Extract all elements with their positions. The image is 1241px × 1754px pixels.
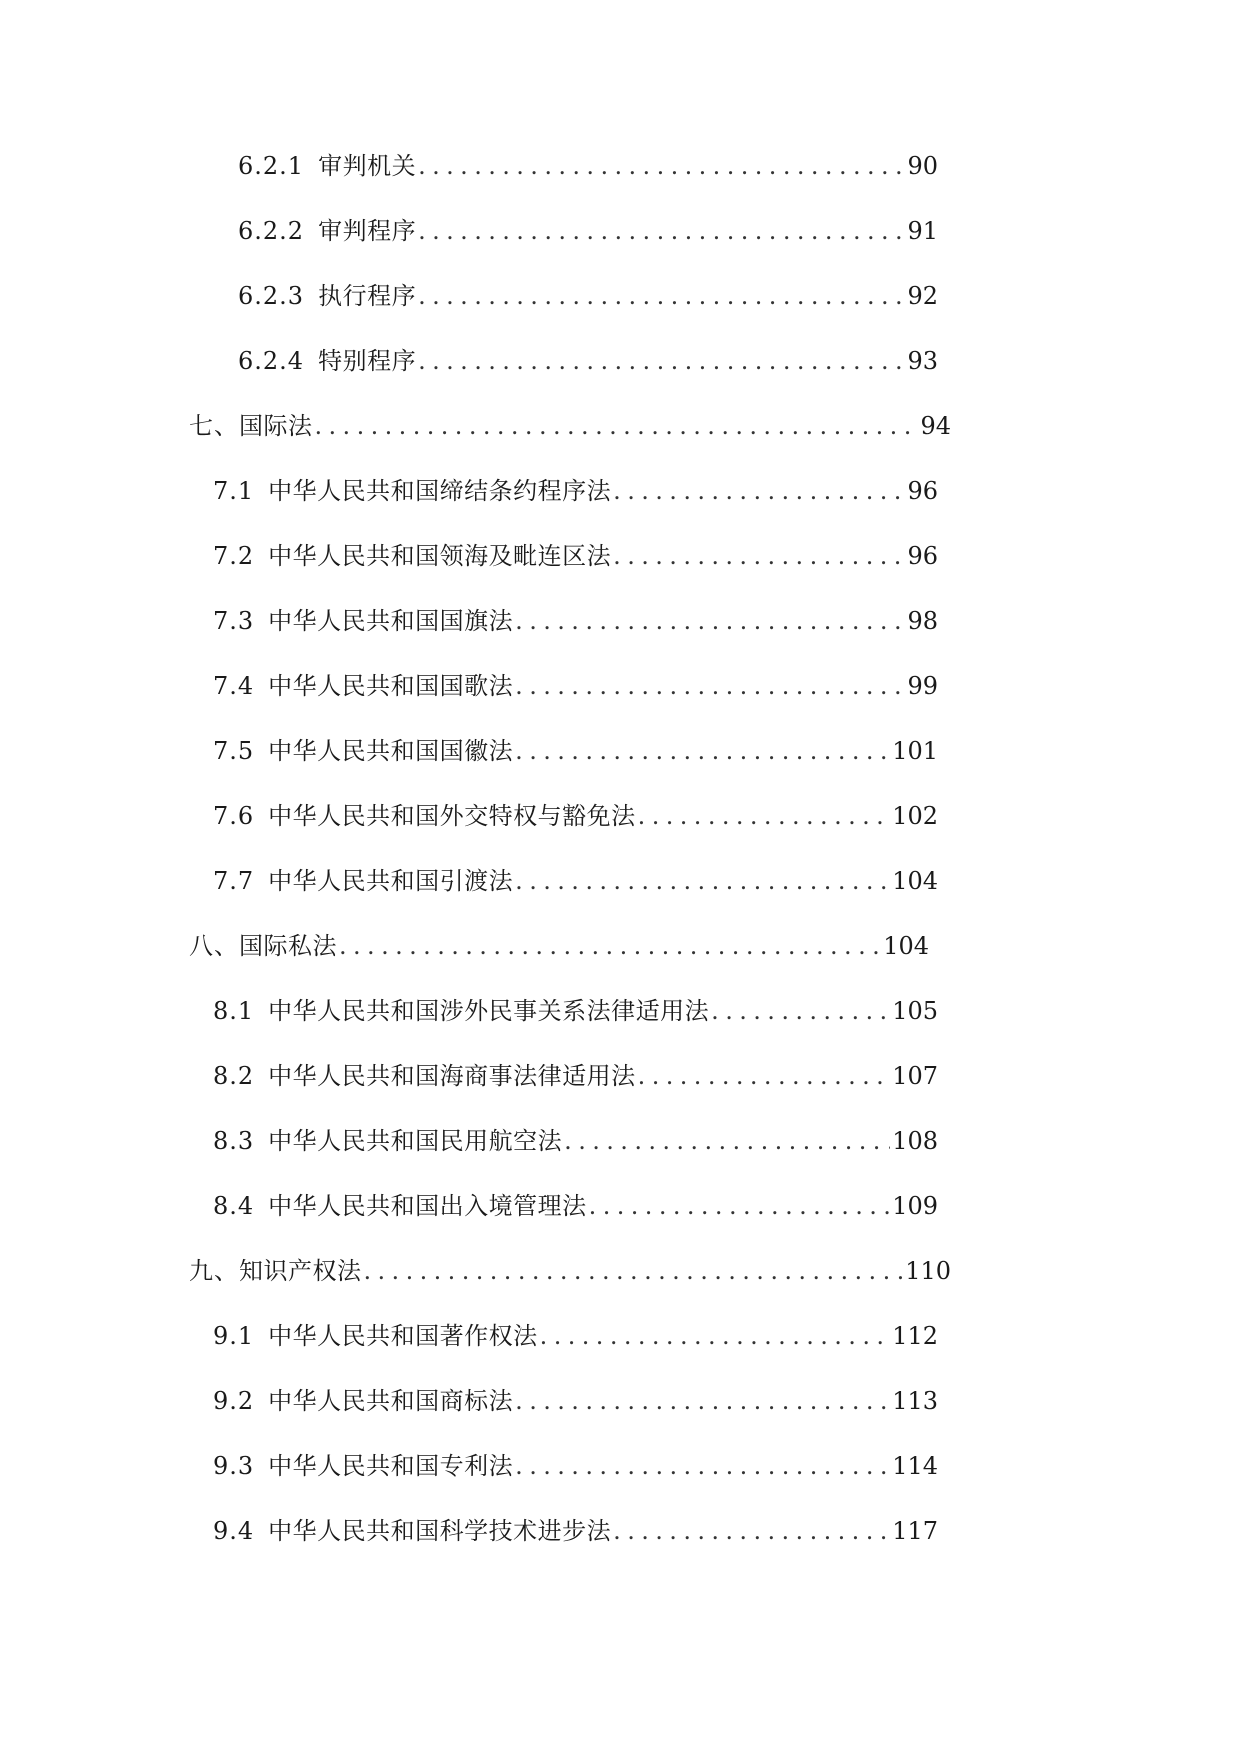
toc-entry-9-2[interactable]: [213, 1381, 938, 1421]
dot-leader: [418, 341, 905, 381]
dot-leader: [418, 211, 905, 251]
toc-page-number: 113: [892, 1387, 938, 1415]
toc-entry-8-3[interactable]: [213, 1121, 938, 1161]
toc-page-number: 107: [892, 1062, 938, 1090]
dot-leader: [613, 471, 905, 511]
toc-entry-label: [213, 1121, 562, 1161]
toc-entry-6-2-4[interactable]: [238, 341, 938, 381]
toc-entry-title: 中华人民共和国科学技术进步法: [268, 1517, 612, 1545]
toc-entry-title: 执行程序: [318, 282, 417, 310]
toc-entry-title: 中华人民共和国海商事法律适用法: [268, 1062, 636, 1090]
toc-entry-label: [213, 1316, 538, 1356]
toc-entry-7-7[interactable]: [213, 861, 938, 901]
toc-entry-label: [213, 666, 513, 706]
dot-leader: [638, 796, 891, 836]
toc-entry-9-4[interactable]: [213, 1511, 938, 1551]
toc-entry-number: 8.3: [213, 1127, 255, 1155]
toc-entry-8-1[interactable]: [213, 991, 938, 1031]
toc-entry-label: [189, 926, 337, 966]
toc-entry-title: 中华人民共和国商标法: [268, 1387, 514, 1415]
dot-leader: [515, 601, 905, 641]
toc-entry-label: [213, 796, 636, 836]
toc-page-number: 109: [892, 1192, 938, 1220]
toc-entry-chapter-8[interactable]: [189, 926, 929, 966]
toc-page-number: 104: [883, 932, 929, 960]
toc-entry-title: 审判机关: [318, 152, 417, 180]
toc-page-number: 104: [892, 867, 938, 895]
toc-entry-title: 中华人民共和国国歌法: [268, 672, 514, 700]
toc-entry-number: 6.2.2: [238, 217, 305, 245]
toc-entry-title: 中华人民共和国引渡法: [268, 867, 514, 895]
toc-entry-6-2-1[interactable]: [238, 146, 938, 186]
dot-leader: [515, 731, 890, 771]
toc-entry-number: 七、: [189, 412, 239, 440]
toc-entry-label: [213, 861, 513, 901]
toc-entry-title: 中华人民共和国涉外民事关系法律适用法: [268, 997, 710, 1025]
dot-leader: [711, 991, 890, 1031]
toc-entry-8-2[interactable]: [213, 1056, 938, 1096]
dot-leader: [589, 1186, 891, 1226]
toc-entry-number: 9.2: [213, 1387, 255, 1415]
toc-entry-title: 中华人民共和国领海及毗连区法: [268, 542, 612, 570]
toc-entry-number: 8.4: [213, 1192, 255, 1220]
toc-entry-title: 中华人民共和国出入境管理法: [268, 1192, 587, 1220]
dot-leader: [418, 276, 905, 316]
toc-entry-title: 国际私法: [239, 932, 337, 960]
toc-entry-title: 国际法: [239, 412, 313, 440]
toc-entry-8-4[interactable]: [213, 1186, 938, 1226]
dot-leader: [613, 536, 905, 576]
toc-entry-number: 6.2.4: [238, 347, 305, 375]
toc-entry-number: 八、: [189, 932, 239, 960]
dot-leader: [638, 1056, 891, 1096]
dot-leader: [540, 1316, 891, 1356]
toc-entry-label: [213, 601, 513, 641]
dot-leader: [418, 146, 905, 186]
toc-entry-9-3[interactable]: [213, 1446, 938, 1486]
toc-entry-number: 9.3: [213, 1452, 255, 1480]
toc-entry-label: [189, 1251, 362, 1291]
toc-entry-title: 中华人民共和国国徽法: [268, 737, 514, 765]
toc-entry-label: [213, 731, 513, 771]
toc-entry-label: [189, 406, 313, 446]
dot-leader: [364, 1251, 904, 1291]
toc-entry-label: [213, 471, 611, 511]
toc-entry-label: [213, 1511, 611, 1551]
toc-page-number: 99: [907, 672, 938, 700]
toc-page-number: 93: [907, 347, 938, 375]
toc-entry-number: 6.2.1: [238, 152, 305, 180]
toc-entry-title: 中华人民共和国国旗法: [268, 607, 514, 635]
toc-entry-7-5[interactable]: [213, 731, 938, 771]
dot-leader: [339, 926, 881, 966]
toc-entry-7-1[interactable]: [213, 471, 938, 511]
toc-entry-7-2[interactable]: [213, 536, 938, 576]
toc-entry-label: [213, 1381, 513, 1421]
toc-entry-chapter-7[interactable]: [189, 406, 951, 446]
dot-leader: [564, 1121, 890, 1161]
toc-entry-number: 8.2: [213, 1062, 255, 1090]
toc-page-number: 110: [905, 1257, 951, 1285]
dot-leader: [515, 1381, 890, 1421]
toc-entry-label: [238, 341, 416, 381]
toc-entry-6-2-2[interactable]: [238, 211, 938, 251]
toc-entry-chapter-9[interactable]: [189, 1251, 951, 1291]
toc-page-number: 112: [892, 1322, 938, 1350]
toc-entry-7-3[interactable]: [213, 601, 938, 641]
toc-entry-label: [213, 1056, 636, 1096]
toc-entry-label: [213, 1446, 513, 1486]
toc-entry-9-1[interactable]: [213, 1316, 938, 1356]
toc-page-number: 96: [907, 477, 938, 505]
toc-entry-number: 九、: [189, 1257, 239, 1285]
toc-entry-number: 7.3: [213, 607, 255, 635]
toc-page-number: 98: [907, 607, 938, 635]
toc-entry-number: 6.2.3: [238, 282, 305, 310]
toc-entry-number: 7.4: [213, 672, 255, 700]
toc-page-number: 102: [892, 802, 938, 830]
toc-page-number: 91: [907, 217, 938, 245]
toc-entry-number: 7.1: [213, 477, 255, 505]
toc-entry-title: 中华人民共和国民用航空法: [268, 1127, 563, 1155]
toc-page-number: 114: [892, 1452, 938, 1480]
toc-entry-label: [238, 146, 416, 186]
toc-entry-label: [213, 536, 611, 576]
toc-entry-7-6[interactable]: [213, 796, 938, 836]
toc-page-number: 117: [892, 1517, 938, 1545]
toc-entry-6-2-3[interactable]: [238, 276, 938, 316]
toc-entry-number: 7.2: [213, 542, 255, 570]
toc-page-number: 92: [907, 282, 938, 310]
toc-entry-title: 中华人民共和国缔结条约程序法: [268, 477, 612, 505]
toc-entry-7-4[interactable]: [213, 666, 938, 706]
dot-leader: [515, 1446, 890, 1486]
toc-entry-number: 7.5: [213, 737, 255, 765]
toc-entry-title: 知识产权法: [239, 1257, 362, 1285]
toc-entry-label: [238, 276, 416, 316]
toc-entry-label: [238, 211, 416, 251]
toc-entry-label: [213, 1186, 587, 1226]
toc-entry-title: 审判程序: [318, 217, 417, 245]
toc-entry-title: 中华人民共和国著作权法: [268, 1322, 538, 1350]
dot-leader: [315, 406, 919, 446]
toc-entry-title: 中华人民共和国外交特权与豁免法: [268, 802, 636, 830]
toc-entry-number: 8.1: [213, 997, 255, 1025]
toc-entry-label: [213, 991, 709, 1031]
toc-entry-title: 特别程序: [318, 347, 417, 375]
dot-leader: [613, 1511, 890, 1551]
toc-page-number: 96: [907, 542, 938, 570]
toc-entry-number: 7.7: [213, 867, 255, 895]
toc-entry-number: 7.6: [213, 802, 255, 830]
toc-page-number: 108: [892, 1127, 938, 1155]
dot-leader: [515, 666, 905, 706]
toc-page-number: 94: [920, 412, 951, 440]
toc-page-number: 90: [907, 152, 938, 180]
toc-entry-number: 9.1: [213, 1322, 255, 1350]
toc-page-number: 105: [892, 997, 938, 1025]
toc-entry-title: 中华人民共和国专利法: [268, 1452, 514, 1480]
dot-leader: [515, 861, 890, 901]
toc-page-number: 101: [892, 737, 938, 765]
toc-entry-number: 9.4: [213, 1517, 255, 1545]
